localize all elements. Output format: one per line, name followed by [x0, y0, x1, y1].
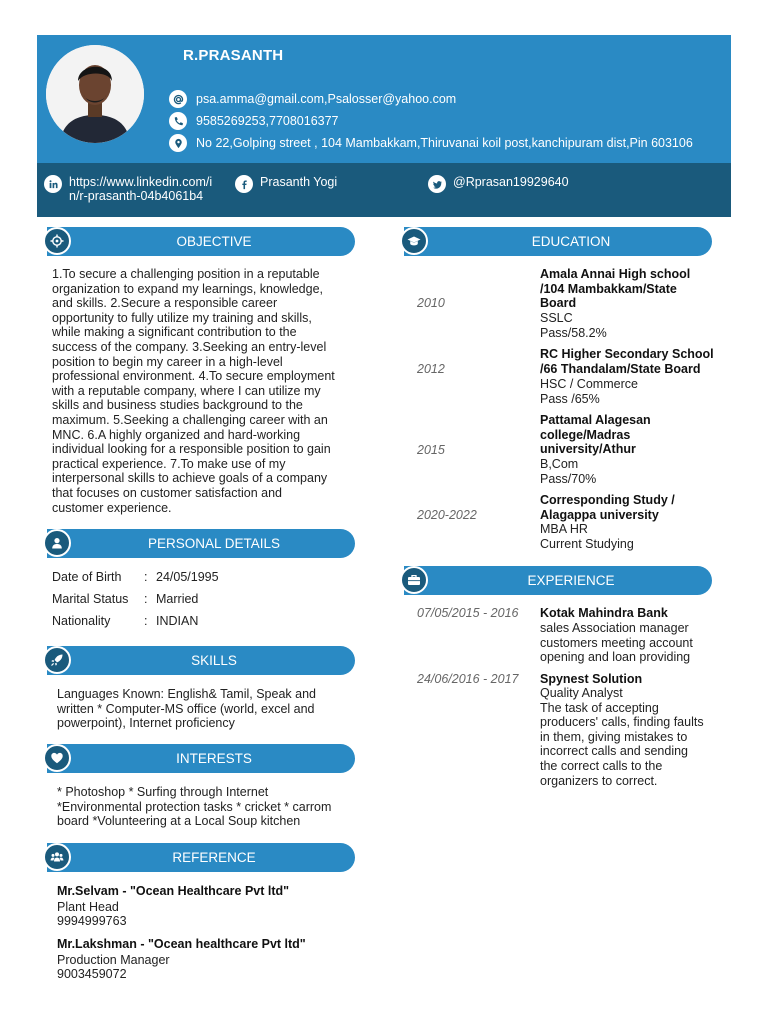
edu-3-school: Pattamal Alagesan college/Madras university/Athur	[540, 413, 651, 457]
skills-text: Languages Known: English& Tamil, Speak and written * Computer-MS office (world, excel and powerpoint), Internet proficiency	[57, 687, 316, 731]
skills-heading: SKILLS	[191, 653, 237, 668]
linkedin-item[interactable]	[44, 175, 212, 203]
edu-2-school: RC Higher Secondary School /66 Thandalam/State Board	[540, 347, 714, 376]
edu-1-year: 2010	[417, 296, 445, 310]
edu-3-details: B,Com Pass/70%	[540, 457, 597, 486]
rocket-icon	[43, 646, 71, 674]
interests-text: * Photoshop * Surfing through Internet *Environmental protection tasks * cricket * carrom board *Volunteering at a Local Soup kitchen	[57, 785, 332, 829]
reference-2-phone: 9003459072	[57, 967, 127, 981]
facebook-icon	[235, 175, 253, 193]
reference-2-name: Mr.Lakshman - "Ocean healthcare Pvt ltd"	[57, 937, 306, 951]
email-row	[169, 90, 456, 108]
facebook-text[interactable]: Prasanth Yogi	[260, 175, 338, 189]
reference-1-role: Plant Head	[57, 900, 119, 914]
edu-4-school: Corresponding Study / Alagappa university	[540, 493, 675, 522]
location-icon	[169, 134, 187, 152]
email-text[interactable]: psa.amma@gmail.com,Psalosser@yahoo.com	[196, 92, 457, 106]
briefcase-icon	[400, 566, 428, 594]
facebook-item[interactable]	[235, 175, 337, 193]
edu-4-details: MBA HR Current Studying	[540, 522, 634, 551]
address-row	[169, 134, 693, 152]
interests-heading: INTERESTS	[176, 751, 252, 766]
interests-heading-bar	[47, 744, 355, 773]
reference-1-phone: 9994999763	[57, 914, 127, 928]
linkedin-url-line2[interactable]: n/r-prasanth-04b4061b4	[69, 189, 204, 203]
personal-heading: PERSONAL DETAILS	[147, 536, 281, 551]
exp-2-details: Quality Analyst The task of accepting producers' calls, finding faults in them, giving mistakes to incorrect calls and sending the correct calls to the organizers to correct.	[540, 686, 704, 788]
education-heading-bar	[404, 227, 712, 256]
candidate-name: R.PRASANTH	[183, 47, 284, 64]
objective-heading-bar	[47, 227, 355, 256]
twitter-item[interactable]	[428, 175, 569, 193]
pd-row-dob: Date of Birth : 24/05/1995	[52, 570, 219, 584]
edu-4-year: 2020-2022	[417, 508, 477, 522]
pd-row-nationality: Nationality : INDIAN	[52, 614, 199, 628]
edu-2-year: 2012	[417, 362, 445, 376]
graduation-cap-icon	[400, 227, 428, 255]
reference-2-role: Production Manager	[57, 953, 170, 967]
exp-1-date: 07/05/2015 - 2016	[417, 606, 519, 620]
reference-heading: REFERENCE	[172, 850, 256, 865]
exp-2-company: Spynest Solution	[540, 672, 643, 686]
personal-heading-bar	[47, 529, 355, 558]
group-icon	[43, 843, 71, 871]
edu-1-details: SSLC Pass/58.2%	[540, 311, 607, 340]
experience-heading: EXPERIENCE	[527, 573, 615, 588]
reference-1-name: Mr.Selvam - "Ocean Healthcare Pvt ltd"	[57, 884, 290, 898]
phone-text[interactable]: 9585269253,7708016377	[196, 114, 339, 128]
skills-heading-bar	[47, 646, 355, 675]
exp-1-company: Kotak Mahindra Bank	[540, 606, 668, 620]
experience-heading-bar	[404, 566, 712, 595]
target-icon	[43, 227, 71, 255]
exp-2-date: 24/06/2016 - 2017	[417, 672, 519, 686]
linkedin-url-line1[interactable]: https://www.linkedin.com/i	[69, 175, 213, 189]
at-icon	[169, 90, 187, 108]
reference-heading-bar	[47, 843, 355, 872]
address-text: No 22,Golping street , 104 Mambakkam,Thiruvanai koil post,kanchipuram dist,Pin 603106	[196, 136, 693, 150]
objective-heading: OBJECTIVE	[176, 234, 252, 249]
phone-icon	[169, 112, 187, 130]
twitter-icon	[428, 175, 446, 193]
edu-2-details: HSC / Commerce Pass /65%	[540, 377, 638, 406]
objective-text: 1.To secure a challenging position in a reputable organization to expand my learnings, knowledge, and skills. 2.Secure a responsible career opportunity to fully utilize my training and skills, while making a significant contribution to the success of the company. 3.Seeking an entry-level position to begin my career in a high-level professional environment. 4.To secure employment with a reputable company, where I can utilize my skills and business studies background to the maximum. 5.Seeking a challenging career with an MNC. 6.A highly organized and hard-working individual looking for a responsible position to gain practical experience. 7.To make use of my interpersonal skills to achieve goals of a company that focuses on customer satisfaction and customer experience.	[52, 267, 335, 515]
linkedin-icon	[44, 175, 62, 193]
heart-icon	[43, 744, 71, 772]
twitter-text[interactable]: @Rprasan19929640	[453, 175, 569, 189]
phone-row	[169, 112, 339, 130]
exp-1-details: sales Association manager customers meeting account opening and loan providing	[540, 621, 693, 665]
pd-row-marital: Marital Status : Married	[52, 592, 199, 606]
edu-1-school: Amala Annai High school /104 Mambakkam/State Board	[540, 267, 691, 311]
education-heading: EDUCATION	[531, 234, 611, 249]
user-icon	[43, 529, 71, 557]
edu-3-year: 2015	[417, 443, 445, 457]
profile-photo	[46, 45, 144, 143]
